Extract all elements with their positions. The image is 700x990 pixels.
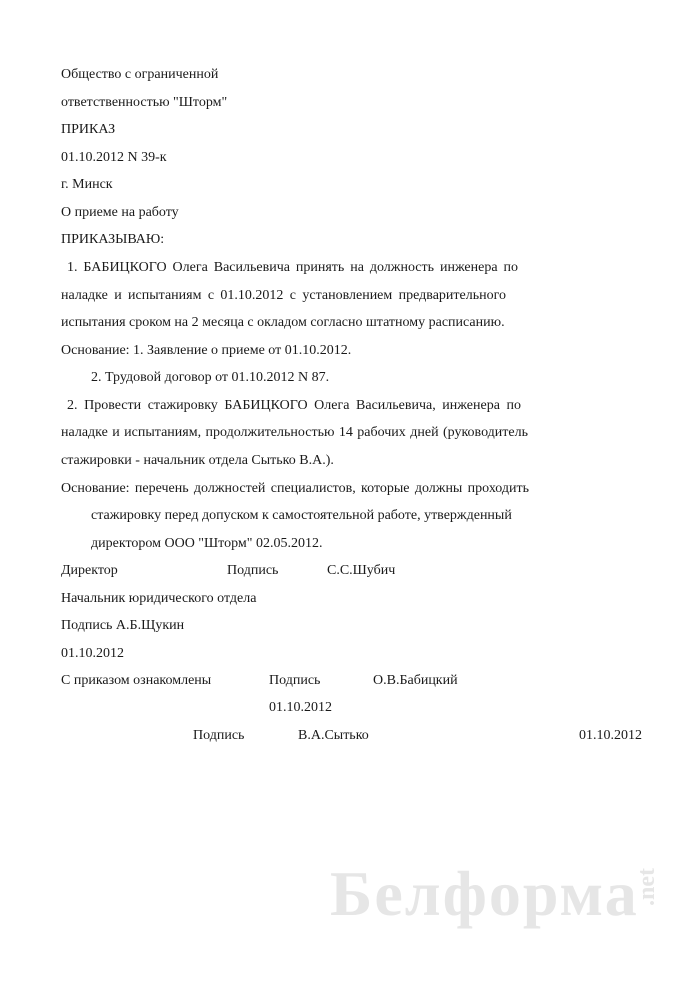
ack1-name: О.В.Бабицкий <box>373 673 458 688</box>
organization-name-line1: Общество с ограниченной <box>61 67 219 82</box>
item2-line3: стажировки - начальник отдела Сытько В.А.). <box>61 453 334 468</box>
ack2-signature: Подпись <box>193 728 245 743</box>
director-signature: Подпись <box>227 563 279 578</box>
document-date-number: 01.10.2012 N 39-к <box>61 150 167 165</box>
document-city: г. Минск <box>61 177 113 192</box>
organization-name-line2: ответственностью "Шторм" <box>61 95 228 110</box>
item2-basis-line3: директором ООО "Шторм" 02.05.2012. <box>91 536 323 551</box>
order-word: ПРИКАЗЫВАЮ: <box>61 232 165 247</box>
item2-basis-line1: Основание: перечень должностей специалистов, которые должны проходить <box>61 481 529 496</box>
item2-basis-line2: стажировку перед допуском к самостоятельной работе, утвержденный <box>91 508 512 523</box>
legal-head-signature: Подпись А.Б.Щукин <box>61 618 185 633</box>
ack2-name: В.А.Сытько <box>298 728 369 743</box>
watermark-logo-suffix: .net <box>634 868 660 906</box>
ack1-signature: Подпись <box>269 673 321 688</box>
director-name: С.С.Шубич <box>327 563 396 578</box>
item1-line1: 1. БАБИЦКОГО Олега Васильевича принять на должность инженера по <box>67 260 518 275</box>
legal-head-title: Начальник юридического отдела <box>61 591 257 606</box>
ack1-date: 01.10.2012 <box>269 700 332 715</box>
document-subject: О приеме на работу <box>61 205 179 220</box>
item1-basis2: 2. Трудовой договор от 01.10.2012 N 87. <box>91 370 330 385</box>
item2-line1: 2. Провести стажировку БАБИЦКОГО Олега Васильевича, инженера по <box>67 398 521 413</box>
item1-basis1: Основание: 1. Заявление о приеме от 01.10.2012. <box>61 343 352 358</box>
item2-line2: наладке и испытаниям, продолжительностью 14 рабочих дней (руководитель <box>61 425 528 440</box>
item1-line3: испытания сроком на 2 месяца с окладом согласно штатному расписанию. <box>61 315 505 330</box>
acknowledgement-label: С приказом ознакомлены <box>61 673 212 688</box>
item1-line2: наладке и испытаниям с 01.10.2012 с установлением предварительного <box>61 288 506 303</box>
director-title: Директор <box>61 563 118 578</box>
ack2-date: 01.10.2012 <box>579 728 642 743</box>
document-type: ПРИКАЗ <box>61 122 116 137</box>
watermark-logo: Белформа <box>330 858 639 929</box>
legal-head-date: 01.10.2012 <box>61 646 124 661</box>
